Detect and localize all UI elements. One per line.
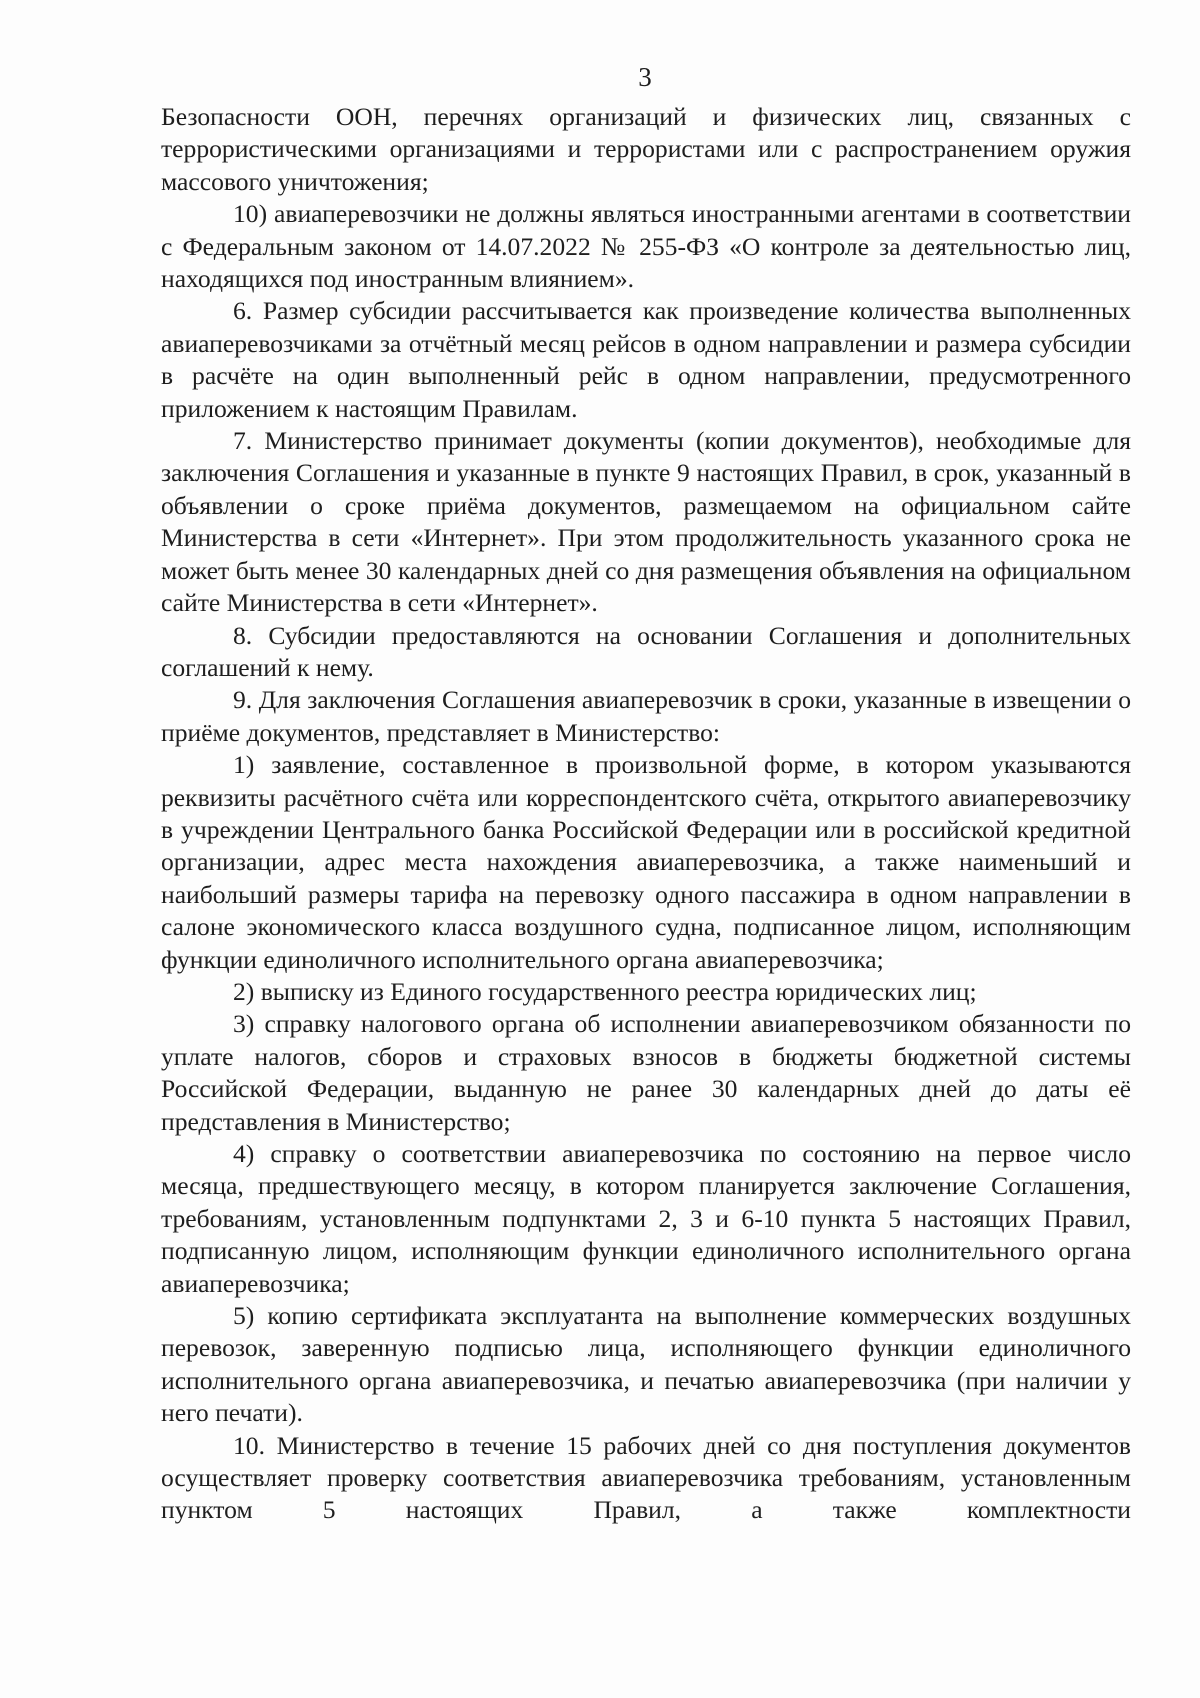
paragraph-6-subsidy-size: 6. Размер субсидии рассчитывается как произведение количества выполненных авиаперевозчиками за отчётный месяц рейсов в одном направлении и размера субсидии в расчёте на один выполненный рейс в одном направлении, предусмотренного приложением к настоящим Правилам. bbox=[161, 296, 1131, 423]
paragraph-8-agreement-basis: 8. Субсидии предоставляются на основании Соглашения и дополнительных соглашений к нему. bbox=[161, 620, 1131, 682]
paragraph-9-3-tax-certificate: 3) справку налогового органа об исполнении авиаперевозчиком обязанности по уплате налогов, сборов и страховых взносов в бюджеты бюджетной системы Российской Федерации, выданную не ранее 30 календарных дней до даты её представления в Министерство; bbox=[161, 1009, 1131, 1136]
paragraph-9-2-registry-extract: 2) выписку из Единого государственного реестра юридических лиц; bbox=[233, 976, 977, 1006]
paragraph-9-1-application: 1) заявление, составленное в произвольной форме, в котором указываются реквизиты расчётного счёта или корреспондентского счёта, открытого авиаперевозчику в учреждении Центрального банка Российской Федерации или в российской кредитной организации, адрес места нахождения авиаперевозчика, а также наименьший и наибольший размеры тарифа на перевозку одного пассажира в одном направлении в салоне экономического класса воздушного судна, подписанное лицом, исполняющим функции единоличного исполнительного органа авиаперевозчика; bbox=[161, 750, 1131, 974]
paragraph-9-5-operator-certificate: 5) копию сертификата эксплуатанта на выполнение коммерческих воздушных перевозок, заверенную подписью лица, исполняющего функции единоличного исполнительного органа авиаперевозчика, и печатью авиаперевозчика (при наличии у него печати). bbox=[161, 1301, 1131, 1428]
paragraph-9-4-compliance-certificate: 4) справку о соответствии авиаперевозчика по состоянию на первое число месяца, предшествующего месяцу, в котором планируется заключение Соглашения, требованиям, установленным подпунктами 2, 3 и 6-10 пункта 5 настоящих Правил, подписанную лицом, исполняющим функции единоличного исполнительного органа авиаперевозчика; bbox=[161, 1139, 1131, 1298]
paragraph-9-submission: 9. Для заключения Соглашения авиаперевозчик в сроки, указанные в извещении о приёме документов, представляет в Министерство: bbox=[161, 685, 1131, 747]
paragraph-continuation: Безопасности ООН, перечнях организаций и физических лиц, связанных с террористическими организациями и террористами или с распространением оружия массового уничтожения; bbox=[161, 102, 1131, 196]
page-number: 3 bbox=[638, 62, 652, 92]
paragraph-10-verification: 10. Министерство в течение 15 рабочих дней со дня поступления документов осуществляет проверку соответствия авиаперевозчика требованиям, установленным пунктом 5 настоящих Правил, а также комплектности bbox=[161, 1430, 1131, 1525]
paragraph-item-10-foreign-agents: 10) авиаперевозчики не должны являться иностранными агентами в соответствии с Федеральным законом от 14.07.2022 № 255-ФЗ «О контроле за деятельностью лиц, находящихся под иностранным влиянием». bbox=[161, 199, 1131, 294]
paragraph-7-document-acceptance: 7. Министерство принимает документы (копии документов), необходимые для заключения Соглашения и указанные в пункте 9 настоящих Правил, в срок, указанный в объявлении о сроке приёма документов, размещаемом на официальном сайте Министерства в сети «Интернет». При этом продолжительность указанного срока не может быть менее 30 календарных дней со дня размещения объявления на официальном сайте Министерства в сети «Интернет». bbox=[161, 426, 1131, 618]
document-body bbox=[161, 101, 1131, 1527]
